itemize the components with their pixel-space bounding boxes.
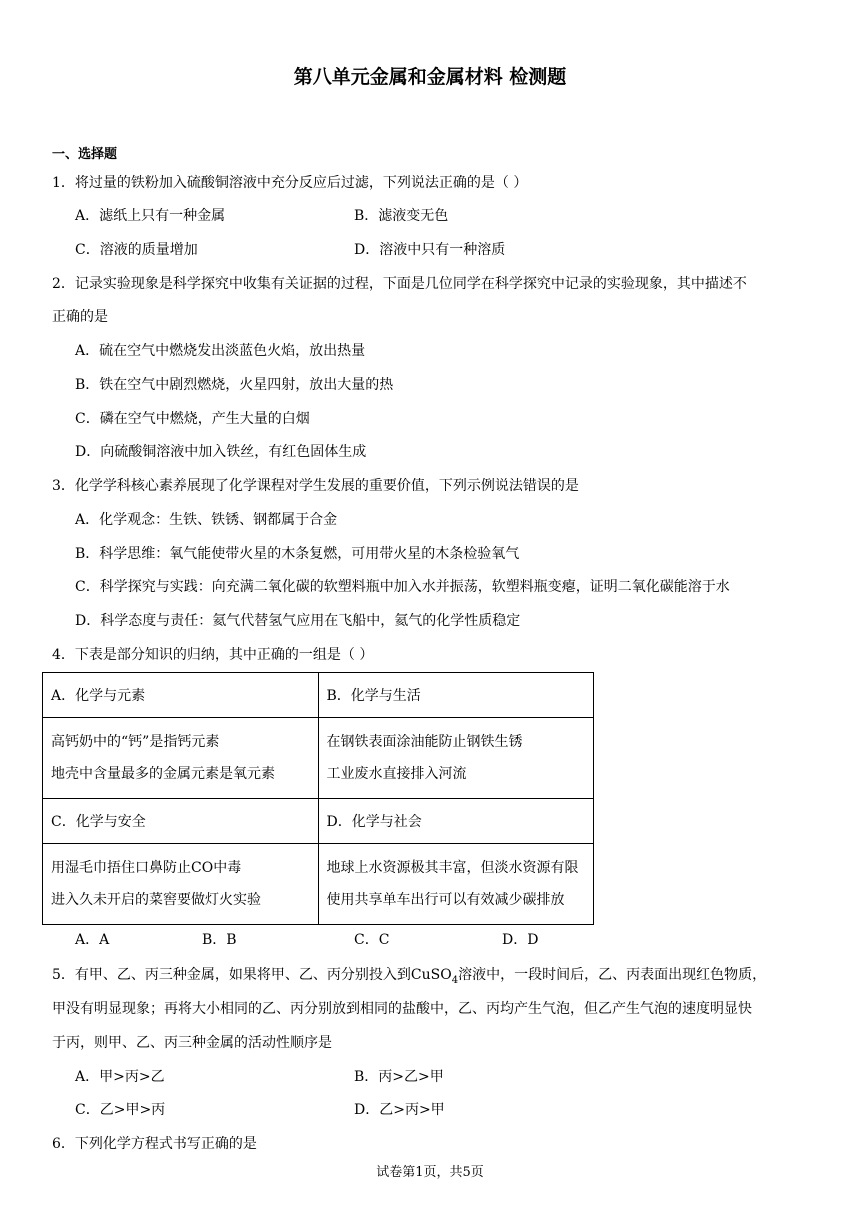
question-3-option-d: D．科学态度与责任：氦气代替氢气应用在飞船中，氦气的化学性质稳定 (75, 613, 521, 629)
question-5-stem-line-3: 于丙，则甲、乙、丙三种金属的活动性顺序是 (52, 1035, 332, 1051)
question-4-option-b: B．B (202, 932, 237, 948)
question-1-option-c: C．溶液的质量增加 (75, 242, 198, 258)
cell-d-heading: D．化学与社会 (318, 799, 594, 844)
question-2-stem-line-2: 正确的是 (52, 309, 108, 325)
section-heading: 一、选择题 (52, 147, 118, 162)
cell-a-body (43, 718, 319, 799)
cell-d-line-2: 使用共享单车出行可以有效减少碳排放 (326, 892, 565, 908)
question-5-text-b: 溶液中，一段时间后，乙、丙表面出现红色物质， (458, 967, 767, 983)
question-3-option-b: B．科学思维：氧气能使带火星的木条复燃，可用带火星的木条检验氧气 (75, 546, 520, 562)
cell-a-line-1: 高钙奶中的“钙”是指钙元素 (51, 734, 220, 750)
cell-a-heading: A．化学与元素 (43, 673, 319, 718)
question-4-option-d: D．D (502, 932, 539, 948)
cell-c-heading: C．化学与安全 (43, 799, 319, 844)
question-1-option-d: D．溶液中只有一种溶质 (354, 242, 506, 258)
question-4-option-a: A．A (75, 932, 110, 948)
question-4-stem: 4．下表是部分知识的归纳，其中正确的一组是（ ） (52, 647, 374, 663)
page-title: 第八单元金属和金属材料 检测题 (293, 66, 567, 88)
question-1-option-a: A．滤纸上只有一种金属 (75, 208, 226, 224)
cell-c-line-2: 进入久未开启的菜窖要做灯火实验 (51, 892, 261, 908)
cell-b-line-1: 在钢铁表面涂油能防止钢铁生锈 (326, 734, 523, 750)
cell-a-line-2: 地壳中含量最多的金属元素是氧元素 (51, 766, 275, 782)
question-5-text-a: 5．有甲、乙、丙三种金属，如果将甲、乙、丙分别投入到CuSO (52, 967, 452, 983)
question-1-stem: 1．将过量的铁粉加入硫酸铜溶液中充分反应后过滤，下列说法正确的是（ ） (52, 175, 528, 191)
cell-b-heading: B．化学与生活 (318, 673, 594, 718)
question-2-option-a: A．硫在空气中燃烧发出淡蓝色火焰，放出热量 (75, 343, 366, 359)
question-5-subscript: 4 (451, 974, 459, 986)
knowledge-table (42, 672, 594, 925)
cell-b-line-2: 工业废水直接排入河流 (326, 766, 467, 782)
question-3-stem: 3．化学学科核心素养展现了化学课程对学生发展的重要价值，下列示例说法错误的是 (52, 478, 579, 494)
question-5-option-b: B．丙>乙>甲 (354, 1069, 444, 1085)
question-6-stem: 6．下列化学方程式书写正确的是 (52, 1136, 257, 1152)
cell-d-line-1: 地球上水资源极其丰富，但淡水资源有限 (326, 860, 579, 876)
cell-d-body (318, 844, 594, 925)
question-2-option-d: D．向硫酸铜溶液中加入铁丝，有红色固体生成 (75, 444, 367, 460)
question-2-option-b: B．铁在空气中剧烈燃烧，火星四射，放出大量的热 (75, 377, 394, 393)
question-3-option-a: A．化学观念：生铁、铁锈、钢都属于合金 (75, 512, 338, 528)
cell-b-body (318, 718, 594, 799)
question-5-stem-line-2: 甲没有明显现象；再将大小相同的乙、丙分别放到相同的盐酸中，乙、丙均产生气泡，但乙产生气泡的速度明显快 (52, 1001, 752, 1017)
question-5-stem-line-1 (52, 965, 766, 991)
question-3-option-c: C．科学探究与实践：向充满二氧化碳的软塑料瓶中加入水并振荡，软塑料瓶变瘪，证明二氧化碳能溶于水 (75, 579, 730, 595)
page-footer: 试卷第1页，共5页 (376, 1165, 484, 1180)
question-4-option-c: C．C (354, 932, 390, 948)
question-5-option-d: D．乙>丙>甲 (354, 1102, 445, 1118)
cell-c-line-1: 用湿毛巾捂住口鼻防止CO中毒 (51, 860, 242, 876)
question-1-option-b: B．滤液变无色 (354, 208, 449, 224)
cell-c-body (43, 844, 319, 925)
question-5-option-c: C．乙>甲>丙 (75, 1102, 166, 1118)
question-2-stem-line-1: 2．记录实验现象是科学探究中收集有关证据的过程，下面是几位同学在科学探究中记录的实验现象，其中描述不 (52, 276, 747, 292)
question-2-option-c: C．磷在空气中燃烧，产生大量的白烟 (75, 411, 310, 427)
question-5-option-a: A．甲>丙>乙 (75, 1069, 165, 1085)
